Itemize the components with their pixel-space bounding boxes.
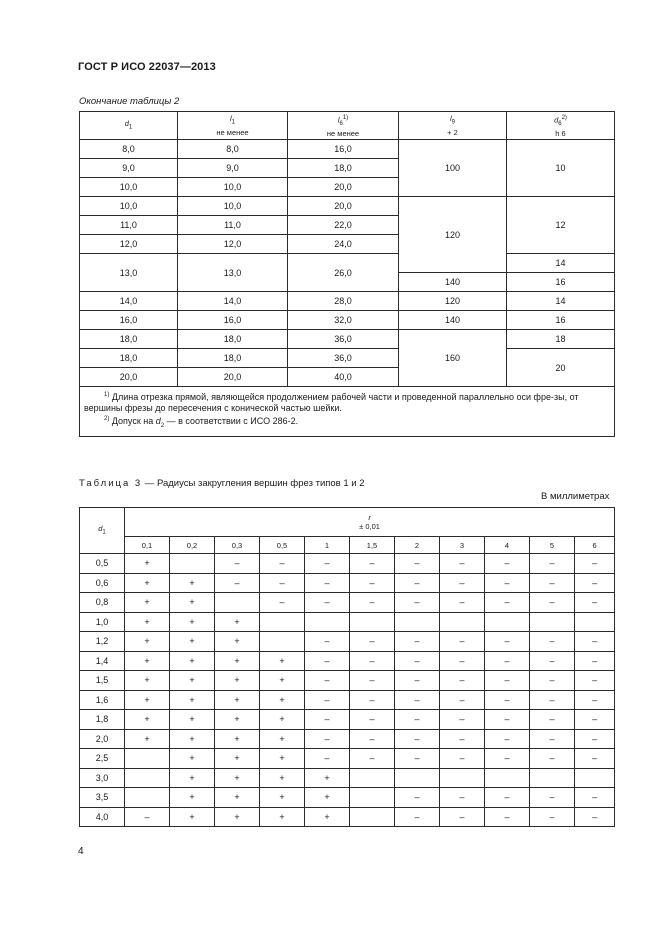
- cell-l6: 36,0: [288, 330, 399, 349]
- header-radius: 6: [575, 537, 615, 554]
- cell-value: +: [170, 593, 215, 613]
- cell-value: –: [350, 651, 395, 671]
- cell-value: +: [125, 729, 170, 749]
- cell-value: [440, 768, 485, 788]
- table-row: [80, 807, 615, 827]
- cell-value: +: [215, 651, 260, 671]
- cell-value: –: [350, 690, 395, 710]
- cell-l1: 10,0: [178, 197, 288, 216]
- cell-value: +: [125, 554, 170, 574]
- table2-caption: Окончание таблицы 2: [79, 96, 180, 107]
- cell-d1: 16,0: [80, 311, 178, 330]
- cell-value: +: [125, 593, 170, 613]
- cell-value: –: [440, 788, 485, 808]
- cell-value: +: [305, 768, 350, 788]
- cell-value: +: [170, 768, 215, 788]
- cell-value: –: [305, 671, 350, 691]
- cell-value: –: [395, 710, 440, 730]
- table-row: [80, 330, 615, 349]
- cell-value: –: [395, 671, 440, 691]
- cell-value: –: [440, 554, 485, 574]
- table3-caption: [79, 478, 365, 489]
- cell-d1: 11,0: [80, 216, 178, 235]
- cell-d1: 1,6: [80, 690, 125, 710]
- cell-value: –: [530, 788, 575, 808]
- cell-value: [125, 788, 170, 808]
- cell-value: +: [125, 632, 170, 652]
- cell-value: –: [350, 593, 395, 613]
- cell-d1: 18,0: [80, 330, 178, 349]
- table-row: [80, 729, 615, 749]
- cell-value: –: [395, 690, 440, 710]
- cell-d1: 1,0: [80, 612, 125, 632]
- cell-l1: 8,0: [178, 140, 288, 159]
- cell-value: +: [170, 788, 215, 808]
- header-radius: 4: [485, 537, 530, 554]
- header-d6: $d_6^{2)}$ h 6: [507, 112, 615, 140]
- cell-l1: 11,0: [178, 216, 288, 235]
- cell-value: +: [170, 671, 215, 691]
- cell-value: –: [350, 710, 395, 730]
- cell-l9: 140: [399, 273, 507, 292]
- table3-header-row: [80, 508, 615, 537]
- table-row: [80, 710, 615, 730]
- header-radius: 3: [440, 537, 485, 554]
- table3-caption-text: — Радиусы закругления вершин фрез типов 1 и 2: [142, 478, 365, 489]
- cell-l1: 9,0: [178, 159, 288, 178]
- table-row: [80, 612, 615, 632]
- cell-value: –: [485, 554, 530, 574]
- cell-value: –: [530, 671, 575, 691]
- cell-value: –: [440, 710, 485, 730]
- cell-l6: 28,0: [288, 292, 399, 311]
- cell-value: –: [440, 593, 485, 613]
- cell-value: –: [395, 554, 440, 574]
- units-label: В миллиметрах: [541, 491, 610, 502]
- cell-l6: 22,0: [288, 216, 399, 235]
- table-row: [80, 632, 615, 652]
- cell-value: +: [170, 710, 215, 730]
- cell-value: –: [530, 749, 575, 769]
- cell-value: –: [395, 729, 440, 749]
- cell-value: –: [305, 749, 350, 769]
- cell-value: –: [395, 593, 440, 613]
- table-row: [80, 292, 615, 311]
- cell-l6: 32,0: [288, 311, 399, 330]
- cell-value: –: [395, 788, 440, 808]
- cell-l6: 36,0: [288, 349, 399, 368]
- cell-value: +: [125, 671, 170, 691]
- cell-value: +: [260, 788, 305, 808]
- cell-value: –: [485, 807, 530, 827]
- cell-value: –: [575, 593, 615, 613]
- cell-d1: 3,0: [80, 768, 125, 788]
- cell-value: –: [305, 690, 350, 710]
- cell-value: –: [440, 651, 485, 671]
- cell-value: –: [485, 729, 530, 749]
- table-row: [80, 651, 615, 671]
- cell-value: –: [530, 710, 575, 730]
- document-title: ГОСТ Р ИСО 22037—2013: [78, 61, 216, 73]
- cell-value: –: [530, 573, 575, 593]
- cell-d1: 10,0: [80, 178, 178, 197]
- cell-d1: 1,2: [80, 632, 125, 652]
- cell-value: –: [530, 593, 575, 613]
- cell-value: +: [170, 632, 215, 652]
- cell-value: –: [305, 651, 350, 671]
- cell-l9: 100: [399, 140, 507, 197]
- cell-value: –: [350, 749, 395, 769]
- cell-d6: 20: [507, 349, 615, 387]
- cell-l6: 40,0: [288, 368, 399, 387]
- cell-value: –: [350, 671, 395, 691]
- cell-value: [170, 554, 215, 574]
- cell-value: +: [125, 612, 170, 632]
- cell-l1: 13,0: [178, 254, 288, 292]
- cell-value: –: [530, 651, 575, 671]
- cell-d1: 1,8: [80, 710, 125, 730]
- cell-value: [575, 768, 615, 788]
- cell-value: [485, 768, 530, 788]
- cell-value: +: [215, 788, 260, 808]
- cell-d1: 2,0: [80, 729, 125, 749]
- cell-value: –: [215, 554, 260, 574]
- cell-value: –: [530, 554, 575, 574]
- cell-value: +: [215, 710, 260, 730]
- cell-d1: 10,0: [80, 197, 178, 216]
- cell-value: –: [350, 632, 395, 652]
- cell-value: +: [260, 749, 305, 769]
- cell-value: –: [575, 573, 615, 593]
- table-row: [80, 349, 615, 368]
- header-r: r ± 0,01: [125, 508, 615, 537]
- header-d1: $d_1$: [80, 112, 178, 140]
- cell-value: +: [260, 710, 305, 730]
- cell-value: –: [440, 807, 485, 827]
- cell-value: –: [215, 573, 260, 593]
- cell-d1: 14,0: [80, 292, 178, 311]
- cell-d6: 16: [507, 273, 615, 292]
- cell-d1: 9,0: [80, 159, 178, 178]
- cell-value: +: [215, 729, 260, 749]
- cell-value: –: [575, 671, 615, 691]
- cell-d1: 1,4: [80, 651, 125, 671]
- cell-value: –: [575, 632, 615, 652]
- cell-value: [395, 768, 440, 788]
- cell-value: [485, 612, 530, 632]
- cell-value: –: [440, 749, 485, 769]
- cell-value: –: [305, 632, 350, 652]
- cell-value: –: [530, 729, 575, 749]
- cell-l9: 140: [399, 311, 507, 330]
- cell-value: [530, 612, 575, 632]
- cell-value: +: [215, 807, 260, 827]
- table-row: [80, 671, 615, 691]
- table-row: [80, 768, 615, 788]
- cell-value: –: [530, 807, 575, 827]
- footnote-2: $^{2)}$ Допуск на $d_2$ — в соответствии с ИСО 286-2.: [104, 416, 299, 429]
- cell-value: –: [395, 651, 440, 671]
- table-row: [80, 593, 615, 613]
- cell-value: –: [305, 554, 350, 574]
- cell-value: –: [260, 573, 305, 593]
- table-row: [80, 690, 615, 710]
- cell-value: [125, 749, 170, 769]
- cell-d6: 14: [507, 254, 615, 273]
- cell-value: –: [395, 632, 440, 652]
- table2: [79, 111, 615, 437]
- cell-value: +: [170, 573, 215, 593]
- cell-value: –: [440, 690, 485, 710]
- cell-value: +: [125, 651, 170, 671]
- footnote-1: $^{1)}$ Длина отрезка прямой, являющейся продолжением рабочей части и проведенной параллельно оси фре-зы, от вершины фрезы до пересечения с конической частью шейки.: [84, 392, 579, 413]
- cell-d1: 0,8: [80, 593, 125, 613]
- header-l9: $l_9$ + 2: [399, 112, 507, 140]
- cell-value: –: [530, 632, 575, 652]
- table3: [79, 507, 615, 827]
- cell-l6: 18,0: [288, 159, 399, 178]
- cell-value: +: [305, 807, 350, 827]
- cell-value: +: [170, 729, 215, 749]
- cell-value: –: [575, 690, 615, 710]
- cell-value: +: [170, 612, 215, 632]
- cell-l6: 24,0: [288, 235, 399, 254]
- cell-value: [215, 593, 260, 613]
- table3-radii-row: [80, 537, 615, 554]
- table-row: [80, 197, 615, 216]
- cell-d1: 12,0: [80, 235, 178, 254]
- cell-l6: 16,0: [288, 140, 399, 159]
- cell-value: –: [305, 573, 350, 593]
- cell-d6: 18: [507, 330, 615, 349]
- header-radius: 0,2: [170, 537, 215, 554]
- cell-value: [125, 768, 170, 788]
- cell-value: –: [485, 749, 530, 769]
- cell-value: –: [485, 651, 530, 671]
- table-row: [80, 749, 615, 769]
- cell-l9: 120: [399, 197, 507, 273]
- cell-value: –: [485, 671, 530, 691]
- cell-d6: 12: [507, 197, 615, 254]
- cell-value: +: [215, 690, 260, 710]
- cell-value: +: [125, 690, 170, 710]
- cell-value: +: [170, 749, 215, 769]
- cell-value: –: [395, 573, 440, 593]
- cell-value: [260, 632, 305, 652]
- cell-value: [395, 612, 440, 632]
- cell-value: –: [125, 807, 170, 827]
- header-radius: 2: [395, 537, 440, 554]
- table2-notes: [80, 387, 615, 437]
- header-l6: $l_6^{1)}$ не менее: [288, 112, 399, 140]
- cell-d1: 13,0: [80, 254, 178, 292]
- table2-notes-row: [80, 387, 615, 437]
- cell-value: +: [215, 768, 260, 788]
- cell-value: –: [350, 573, 395, 593]
- cell-value: –: [260, 554, 305, 574]
- cell-value: +: [215, 671, 260, 691]
- header-radius: 1: [305, 537, 350, 554]
- cell-value: +: [170, 690, 215, 710]
- cell-value: –: [305, 729, 350, 749]
- header-l1: $l_1$ не менее: [178, 112, 288, 140]
- cell-value: –: [530, 690, 575, 710]
- cell-l1: 16,0: [178, 311, 288, 330]
- table-row: [80, 140, 615, 159]
- cell-value: +: [215, 612, 260, 632]
- cell-value: +: [305, 788, 350, 808]
- cell-d1: 1,5: [80, 671, 125, 691]
- cell-value: –: [440, 573, 485, 593]
- cell-value: –: [260, 593, 305, 613]
- cell-value: –: [395, 807, 440, 827]
- table-row: [80, 554, 615, 574]
- cell-l9: 160: [399, 330, 507, 387]
- cell-d1: 4,0: [80, 807, 125, 827]
- cell-value: –: [575, 554, 615, 574]
- cell-value: –: [485, 593, 530, 613]
- cell-value: –: [575, 788, 615, 808]
- cell-l1: 12,0: [178, 235, 288, 254]
- header-d1: $d_1$: [80, 508, 125, 554]
- cell-l1: 14,0: [178, 292, 288, 311]
- cell-value: [530, 768, 575, 788]
- cell-value: +: [170, 651, 215, 671]
- cell-value: –: [575, 807, 615, 827]
- cell-l6: 26,0: [288, 254, 399, 292]
- cell-l1: 20,0: [178, 368, 288, 387]
- header-radius: 5: [530, 537, 575, 554]
- cell-value: +: [260, 807, 305, 827]
- cell-value: [350, 768, 395, 788]
- cell-value: –: [485, 710, 530, 730]
- cell-d1: 8,0: [80, 140, 178, 159]
- table-row: [80, 788, 615, 808]
- cell-d1: 0,5: [80, 554, 125, 574]
- cell-d1: 18,0: [80, 349, 178, 368]
- cell-l1: 10,0: [178, 178, 288, 197]
- cell-d1: 0,6: [80, 573, 125, 593]
- cell-value: [350, 788, 395, 808]
- table3-caption-label: Таблица 3: [79, 478, 143, 489]
- cell-value: +: [215, 749, 260, 769]
- cell-value: +: [260, 671, 305, 691]
- header-radius: 0,3: [215, 537, 260, 554]
- cell-value: +: [215, 632, 260, 652]
- cell-l1: 18,0: [178, 349, 288, 368]
- cell-d1: 20,0: [80, 368, 178, 387]
- header-radius: 0,5: [260, 537, 305, 554]
- cell-value: –: [485, 573, 530, 593]
- cell-value: –: [350, 729, 395, 749]
- cell-value: +: [260, 651, 305, 671]
- cell-value: +: [260, 768, 305, 788]
- cell-value: +: [125, 710, 170, 730]
- cell-value: +: [170, 807, 215, 827]
- cell-value: –: [575, 710, 615, 730]
- cell-l6: 20,0: [288, 178, 399, 197]
- cell-value: –: [485, 690, 530, 710]
- cell-value: –: [440, 729, 485, 749]
- cell-value: [350, 612, 395, 632]
- cell-value: –: [305, 593, 350, 613]
- cell-d6: 16: [507, 311, 615, 330]
- cell-value: –: [305, 710, 350, 730]
- cell-d1: 3,5: [80, 788, 125, 808]
- cell-d6: 14: [507, 292, 615, 311]
- cell-value: [350, 807, 395, 827]
- cell-l1: 18,0: [178, 330, 288, 349]
- cell-d6: 10: [507, 140, 615, 197]
- cell-value: [260, 612, 305, 632]
- table-row: [80, 573, 615, 593]
- cell-value: [305, 612, 350, 632]
- header-radius: 1,5: [350, 537, 395, 554]
- cell-value: –: [440, 632, 485, 652]
- cell-value: –: [440, 671, 485, 691]
- cell-l9: 120: [399, 292, 507, 311]
- header-radius: 0,1: [125, 537, 170, 554]
- cell-value: –: [350, 554, 395, 574]
- cell-value: +: [260, 729, 305, 749]
- cell-l6: 20,0: [288, 197, 399, 216]
- cell-value: [575, 612, 615, 632]
- cell-d1: 2,5: [80, 749, 125, 769]
- page-number: 4: [78, 846, 84, 857]
- cell-value: [440, 612, 485, 632]
- cell-value: +: [260, 690, 305, 710]
- cell-value: –: [575, 749, 615, 769]
- cell-value: +: [125, 573, 170, 593]
- cell-value: –: [485, 632, 530, 652]
- cell-value: –: [575, 651, 615, 671]
- cell-value: –: [575, 729, 615, 749]
- table2-header-row: [80, 112, 615, 140]
- cell-value: –: [485, 788, 530, 808]
- cell-value: –: [395, 749, 440, 769]
